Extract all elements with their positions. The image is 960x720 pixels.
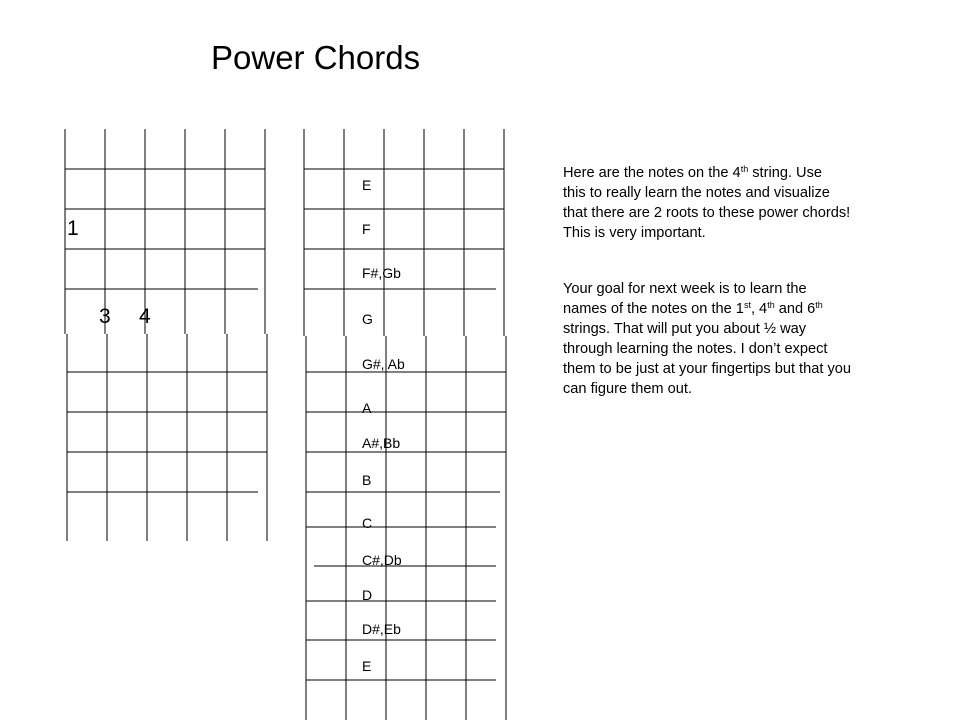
- chord-diagram-grid: [65, 129, 267, 541]
- note-label: D: [362, 587, 373, 603]
- finger-number-3: 3: [99, 305, 111, 328]
- note-label: A: [362, 400, 372, 416]
- finger-number-1: 1: [67, 217, 79, 240]
- note-label: A#,Bb: [362, 435, 401, 451]
- note-label: G#, Ab: [362, 356, 405, 372]
- note-label: B: [362, 472, 372, 488]
- note-label: F: [362, 221, 371, 237]
- note-label: D#,Eb: [362, 621, 401, 637]
- note-label: E: [362, 177, 372, 193]
- weekly-goal-text: Your goal for next week is to learn the names of the notes on the 1st, 4th and 6th strings. That will put you about ½ way through learning the notes. I don’t expect them to be just at your fingertips but that you can figure them out.: [563, 281, 851, 397]
- finger-number-4: 4: [139, 305, 151, 328]
- note-label: C#,Db: [362, 552, 402, 568]
- fourth-string-grid: [304, 129, 506, 720]
- note-label: C: [362, 515, 373, 531]
- fourth-string-explanation: Here are the notes on the 4th string. Use this to really learn the notes and visualize that there are 2 roots to these power chords! This is very important.: [563, 164, 851, 241]
- page-title: Power Chords: [211, 39, 421, 76]
- note-label: G: [362, 311, 373, 327]
- note-label: E: [362, 658, 372, 674]
- note-label: F#,Gb: [362, 265, 401, 281]
